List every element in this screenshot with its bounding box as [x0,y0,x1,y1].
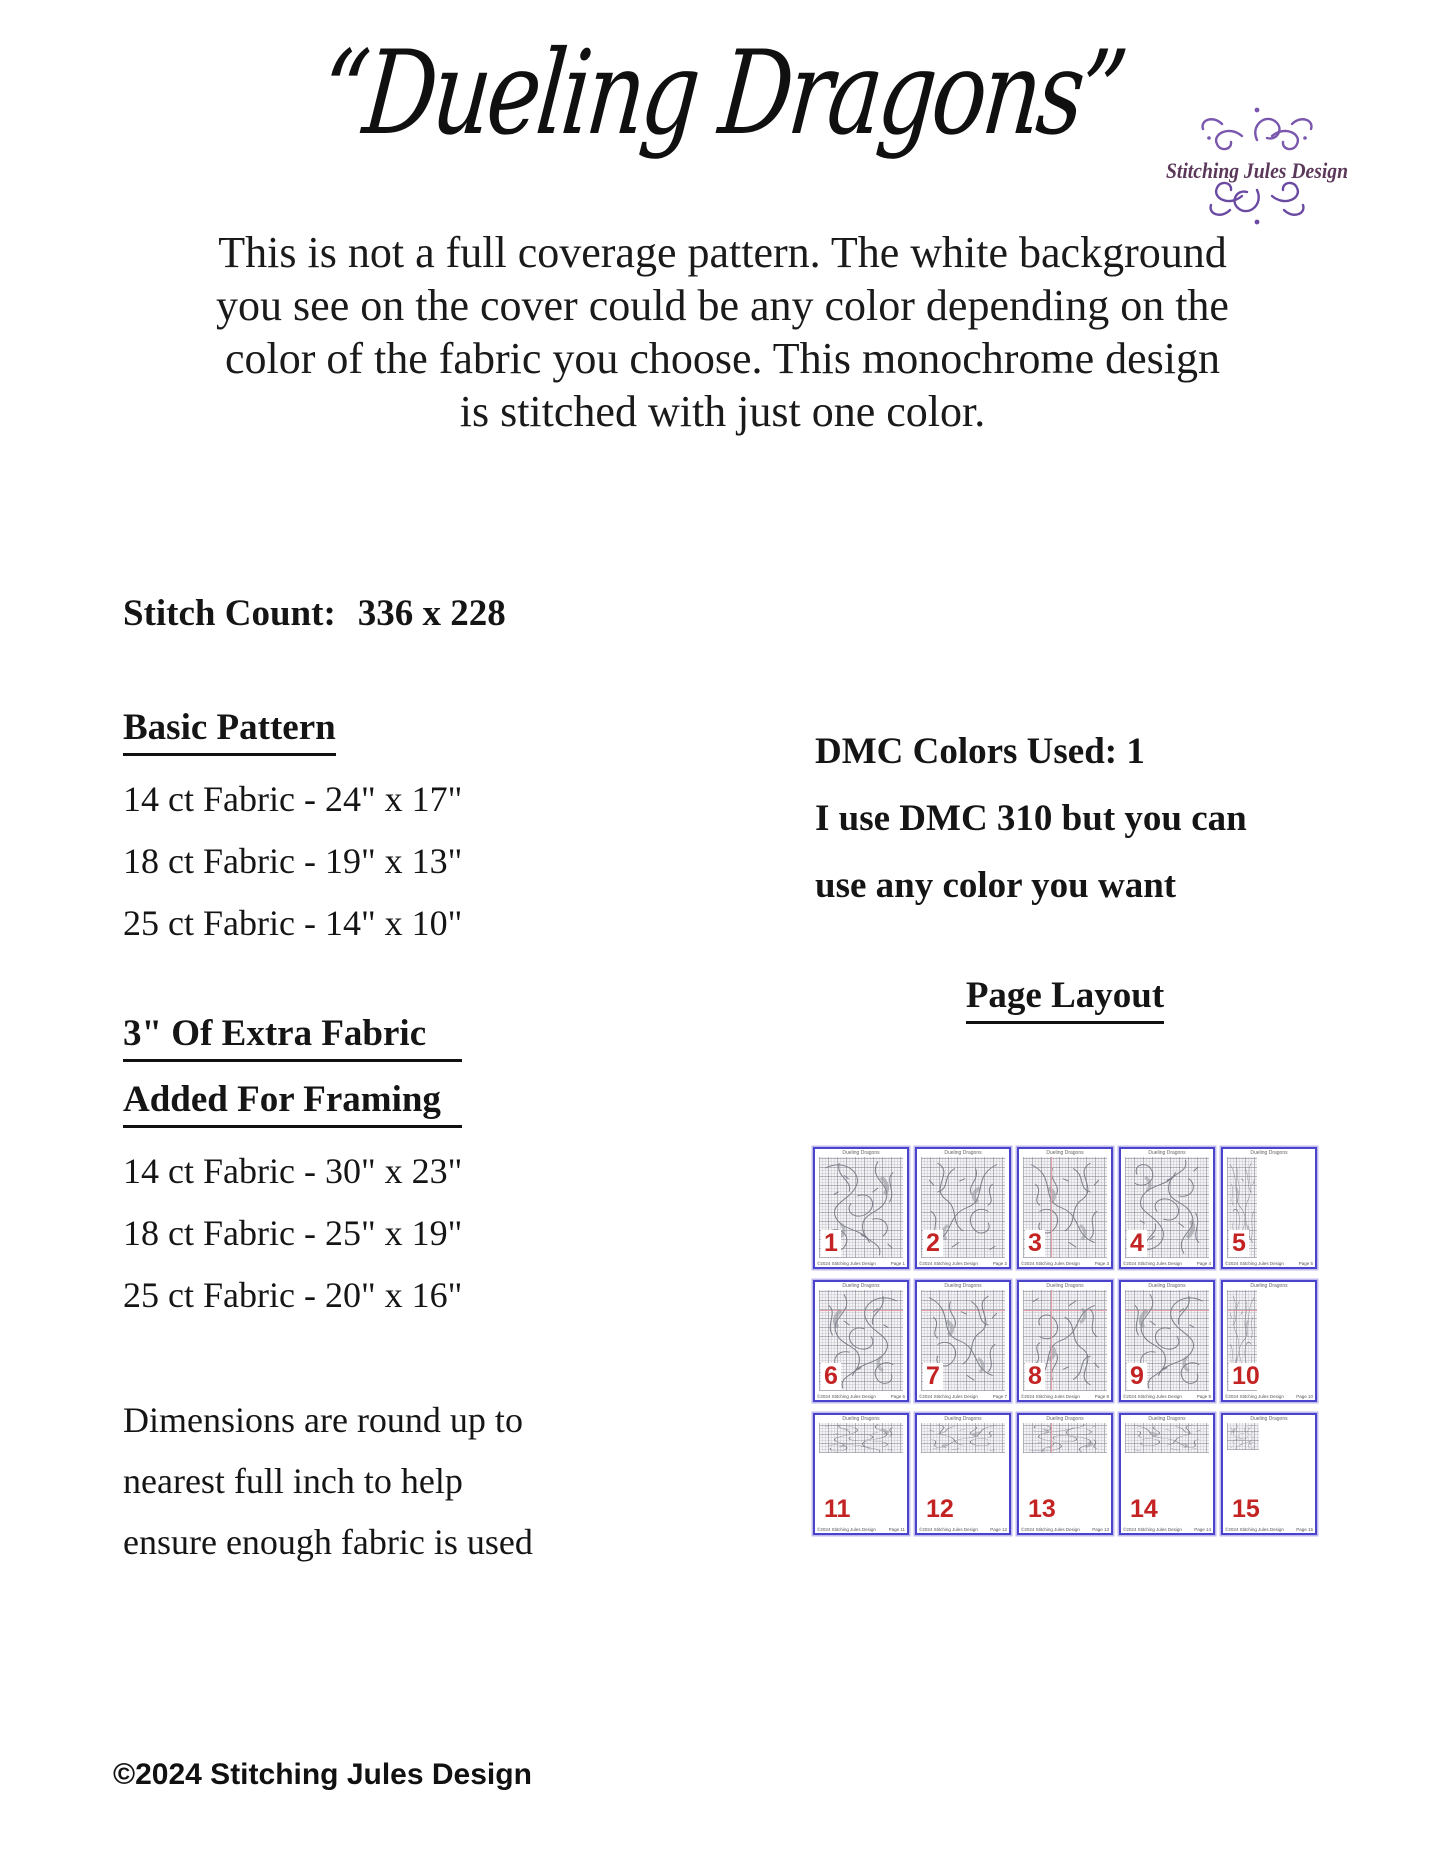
page-number: 13 [1025,1496,1059,1523]
fabric-size-item: 14 ct Fabric - 30" x 23" [123,1151,463,1191]
page-thumbnail-3 [1017,1147,1113,1269]
page-number: 14 [1127,1496,1161,1523]
logo-flourish-top-icon [1203,108,1312,149]
thumb-title: Dueling Dragons [842,1416,880,1422]
thumb-footer-page: Page 7 [992,1394,1007,1399]
thumb-title: Dueling Dragons [1148,1416,1186,1422]
thumb-footer-copyright: ©2024 Stitching Jules Design [1225,1261,1284,1266]
extra-fabric-list [123,1140,462,1326]
page-number: 9 [1127,1363,1147,1390]
thumb-title: Dueling Dragons [1148,1283,1186,1289]
logo-flourish-bottom-icon [1211,183,1304,224]
page-number: 1 [821,1230,841,1257]
intro-line: you see on the cover could be any color depending on the [216,281,1229,330]
fabric-size-item: 25 ct Fabric - 20" x 16" [123,1275,463,1315]
page-title: “Dueling Dragons” [315,26,1130,161]
dimensions-note-line: ensure enough fabric is used [123,1522,533,1562]
thumb-footer-copyright: ©2024 Stitching Jules Design [817,1394,876,1399]
page-number: 12 [923,1496,957,1523]
intro-line: is stitched with just one color. [459,387,986,436]
page-number: 4 [1127,1230,1147,1257]
thumb-title: Dueling Dragons [1250,1150,1288,1156]
page-thumbnail-10 [1221,1280,1317,1402]
thumb-footer-copyright: ©2024 Stitching Jules Design [1123,1527,1182,1532]
page-thumbnail-2 [915,1147,1011,1269]
page-number: 7 [923,1363,943,1390]
basic-pattern-heading: Basic Pattern [123,706,336,756]
thumb-footer-page: Page 8 [1094,1394,1109,1399]
page-number: 6 [821,1363,841,1390]
page-number: 8 [1025,1363,1045,1390]
page-thumbnail-14 [1119,1413,1215,1535]
thumb-title: Dueling Dragons [944,1416,982,1422]
dimensions-note [123,1390,533,1573]
dimensions-note-line: nearest full inch to help [123,1461,463,1501]
thumb-footer-copyright: ©2024 Stitching Jules Design [1225,1394,1284,1399]
page-layout-grid [813,1147,1317,1535]
thumb-footer-page: Page 14 [1194,1527,1211,1532]
thumb-footer-page: Page 1 [890,1261,905,1266]
basic-pattern-list [123,768,462,954]
page-thumbnail-12 [915,1413,1011,1535]
page-thumbnail-9 [1119,1280,1215,1402]
page-number: 3 [1025,1230,1045,1257]
dmc-colors-section [815,718,1247,919]
thumb-footer-page: Page 11 [888,1527,905,1532]
thumb-title: Dueling Dragons [1148,1150,1186,1156]
page-number: 5 [1229,1230,1249,1257]
thumb-footer-page: Page 10 [1296,1394,1313,1399]
thumb-footer-page: Page 4 [1196,1261,1211,1266]
logo-text: Stitching Jules Design [1166,158,1348,183]
intro-line: color of the fabric you choose. This monochrome design [224,334,1221,383]
thumb-footer-page: Page 3 [1094,1261,1109,1266]
extra-fabric-heading-line2: Added For Framing [123,1078,462,1128]
basic-pattern-section [123,706,462,954]
thumb-title: Dueling Dragons [944,1150,982,1156]
thumb-footer-copyright: ©2024 Stitching Jules Design [919,1527,978,1532]
thumb-footer-page: Page 15 [1296,1527,1313,1532]
thumb-footer-copyright: ©2024 Stitching Jules Design [1021,1261,1080,1266]
page-number: 10 [1229,1363,1263,1390]
extra-fabric-section [123,1012,462,1326]
thumb-footer-page: Page 6 [890,1394,905,1399]
thumb-title: Dueling Dragons [1046,1283,1084,1289]
thumb-footer-copyright: ©2024 Stitching Jules Design [817,1261,876,1266]
thumb-title: Dueling Dragons [1046,1416,1084,1422]
page-thumbnail-6 [813,1280,909,1402]
dmc-note-line: use any color you want [815,865,1177,906]
page-layout-heading: Page Layout [966,974,1164,1024]
dimensions-note-line: Dimensions are round up to [123,1400,523,1440]
fabric-size-item: 25 ct Fabric - 14" x 10" [123,903,463,943]
page-thumbnail-5 [1221,1147,1317,1269]
stitch-count-value: 336 x 228 [357,593,506,634]
page-thumbnail-15 [1221,1413,1317,1535]
stitch-count [123,592,506,635]
thumb-footer-copyright: ©2024 Stitching Jules Design [919,1261,978,1266]
thumb-footer-copyright: ©2024 Stitching Jules Design [1021,1527,1080,1532]
thumb-footer-copyright: ©2024 Stitching Jules Design [1123,1261,1182,1266]
intro-paragraph [0,226,1445,438]
thumb-title: Dueling Dragons [842,1150,880,1156]
page-number: 15 [1229,1496,1263,1523]
thumb-footer-page: Page 13 [1092,1527,1109,1532]
thumb-title: Dueling Dragons [1046,1150,1084,1156]
thumb-footer-copyright: ©2024 Stitching Jules Design [817,1527,876,1532]
dmc-note-line: I use DMC 310 but you can [815,798,1247,839]
stitch-count-label: Stitch Count: [123,593,336,634]
thumb-title: Dueling Dragons [842,1283,880,1289]
page-thumbnail-11 [813,1413,909,1535]
page-layout-section [813,974,1317,1024]
thumb-footer-page: Page 5 [1298,1261,1313,1266]
fabric-size-item: 18 ct Fabric - 19" x 13" [123,841,463,881]
page-thumbnail-4 [1119,1147,1215,1269]
copyright-text: ©2024 Stitching Jules Design [113,1758,532,1791]
page-number: 2 [923,1230,943,1257]
dmc-colors-used: DMC Colors Used: 1 [815,731,1145,772]
page-thumbnail-8 [1017,1280,1113,1402]
thumb-footer-page: Page 9 [1196,1394,1211,1399]
thumb-footer-page: Page 2 [992,1261,1007,1266]
thumb-title: Dueling Dragons [944,1283,982,1289]
thumb-footer-copyright: ©2024 Stitching Jules Design [1021,1394,1080,1399]
extra-fabric-heading-line1: 3" Of Extra Fabric [123,1012,462,1062]
thumb-footer-copyright: ©2024 Stitching Jules Design [919,1394,978,1399]
intro-line: This is not a full coverage pattern. The white background [218,228,1227,277]
page-thumbnail-1 [813,1147,909,1269]
page-thumbnail-7 [915,1280,1011,1402]
thumb-footer-page: Page 12 [990,1527,1007,1532]
page-thumbnail-13 [1017,1413,1113,1535]
thumb-title: Dueling Dragons [1250,1416,1288,1422]
fabric-size-item: 14 ct Fabric - 24" x 17" [123,779,463,819]
page-number: 11 [821,1496,853,1523]
thumb-footer-copyright: ©2024 Stitching Jules Design [1123,1394,1182,1399]
fabric-size-item: 18 ct Fabric - 25" x 19" [123,1213,463,1253]
thumb-title: Dueling Dragons [1250,1283,1288,1289]
thumb-footer-copyright: ©2024 Stitching Jules Design [1225,1527,1284,1532]
